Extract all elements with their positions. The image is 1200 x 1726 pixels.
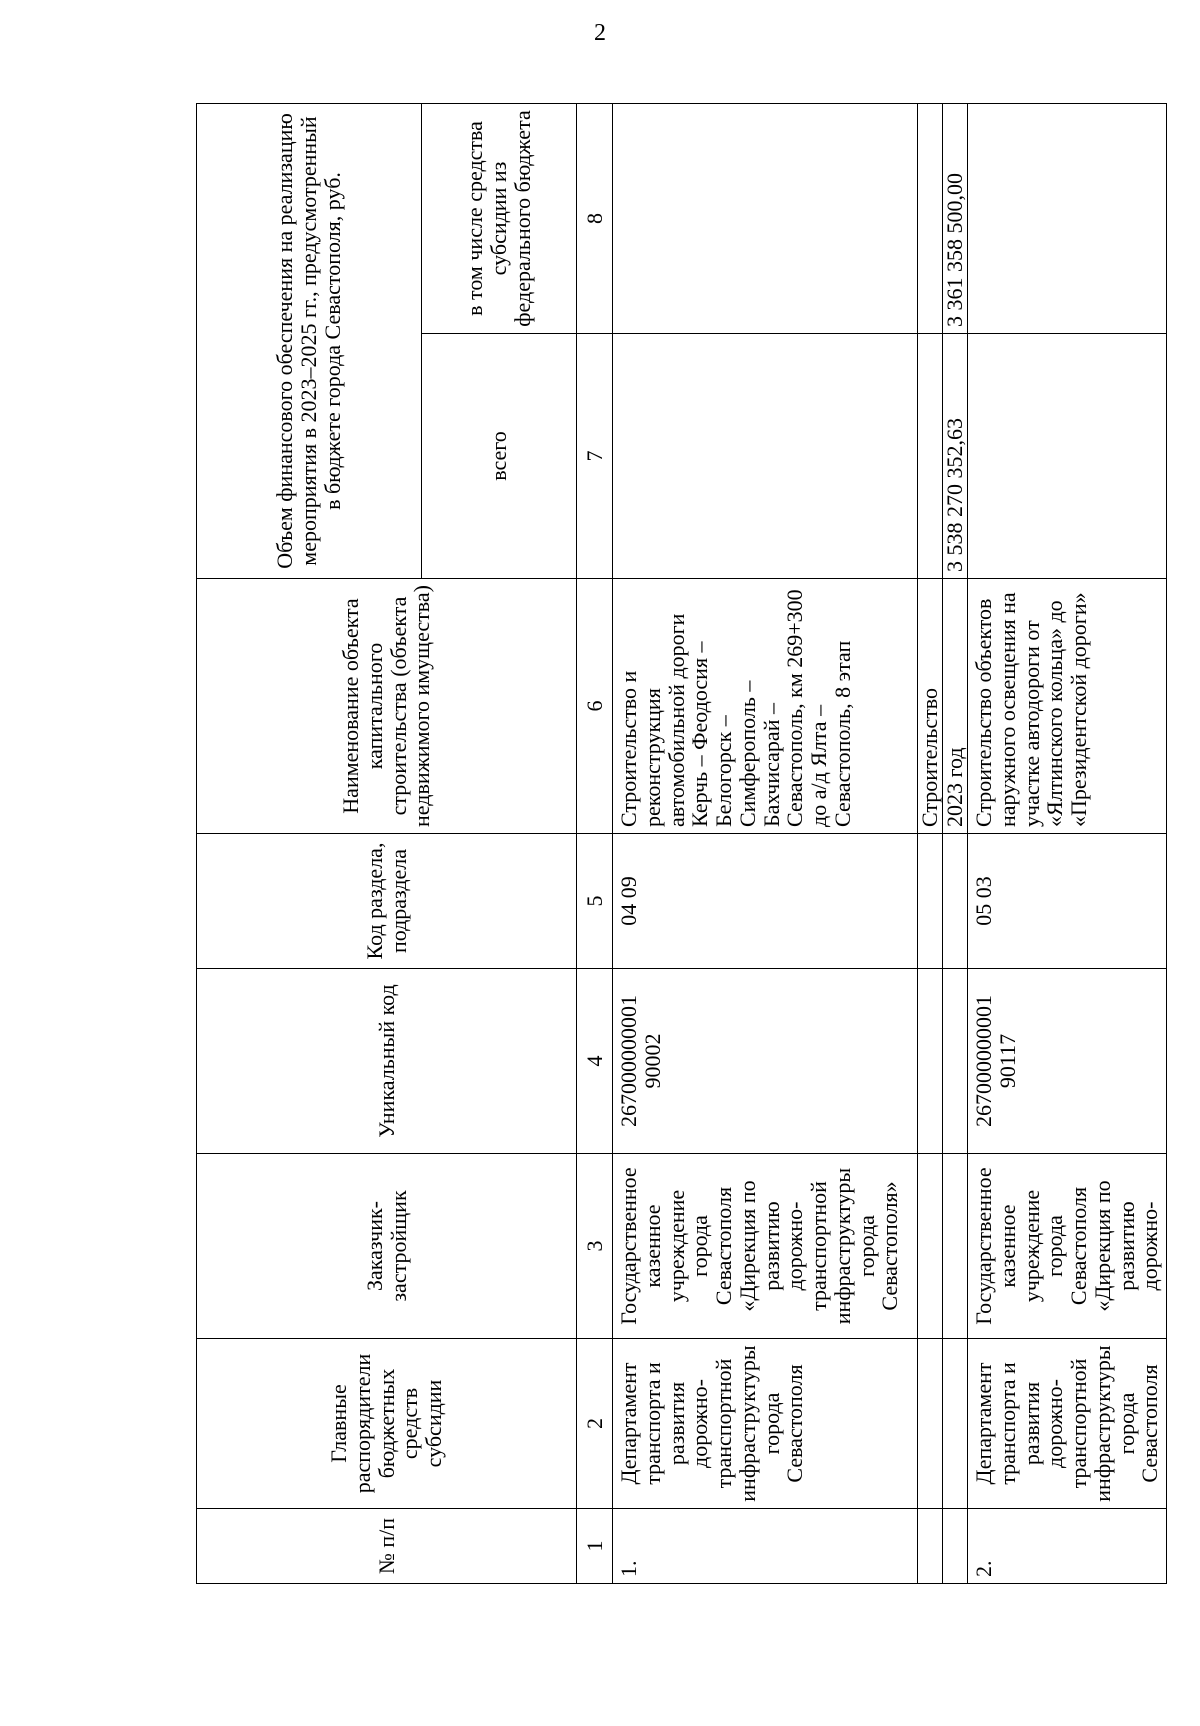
subrow-year-label: 2023 год [943,579,968,834]
empty-cell [918,103,943,333]
row-object-name: Строительство объектов наружного освещения на участке автодороги от «Ялтинского кольца» до «Президентской дороги» [968,579,1167,834]
column-number: 6 [577,579,613,834]
row-section-code: 04 09 [613,834,918,969]
empty-cell [968,103,1167,333]
row-unique-code: 267000000001 90002 [613,969,918,1154]
row-section-code: 05 03 [968,834,1167,969]
empty-cell [943,969,968,1154]
header-funding-volume: Объем финансового обеспечения на реализацию мероприятия в 2023–2025 гг., предусмотренный в бюджете города Севастополя, руб. [197,103,422,578]
funding-table [196,103,1167,1584]
column-number: 3 [577,1154,613,1339]
empty-cell [943,1509,968,1584]
empty-cell [918,834,943,969]
header-federal: в том числе средства субсидии из федерального бюджета [422,103,577,333]
header-section-code: Код раздела, подраздела [197,834,577,969]
row-federal-empty [613,103,918,333]
header-distributor: Главные распорядители бюджетных средств субсидии [197,1339,577,1509]
row-federal-value: 3 361 358 500,00 [943,103,968,333]
empty-cell [943,834,968,969]
row-distributor: Департамент транспорта и развития дорожно-транспортной инфраструктуры города Севастополя [613,1339,918,1509]
row-distributor: Департамент транспорта и развития дорожно-транспортной инфраструктуры города Севастополя [968,1339,1167,1509]
empty-cell [968,334,1167,579]
row-num: 1. [613,1509,918,1584]
column-number: 7 [577,334,613,579]
header-developer: Заказчик-застройщик [197,1154,577,1339]
header-object-name: Наименование объекта капитального строительства (объекта недвижимого имущества) [197,579,577,834]
column-number: 4 [577,969,613,1154]
table-subrow [943,103,968,1583]
table-row [968,103,1167,1583]
row-total-empty [613,334,918,579]
header-unique-code: Уникальный код [197,969,577,1154]
rotated-table-container [196,104,1163,1584]
empty-cell [918,1154,943,1339]
header-num: № п/п [197,1509,577,1584]
row-num: 2. [968,1509,1167,1584]
row-total-value: 3 538 270 352,63 [943,334,968,579]
empty-cell [918,334,943,579]
empty-cell [918,1339,943,1509]
table-row [613,103,918,1583]
column-numbers-row [577,103,613,1583]
empty-cell [918,1509,943,1584]
page-number: 2 [594,20,606,46]
empty-cell [943,1154,968,1339]
row-unique-code: 267000000001 90117 [968,969,1167,1154]
column-number: 1 [577,1509,613,1584]
row-developer: Государственное казенное учреждение города Севастополя «Дирекция по развитию дорожно- [968,1154,1167,1339]
row-developer: Государственное казенное учреждение города Севастополя «Дирекция по развитию дорожно-транспортной инфраструктуры города Севастополя» [613,1154,918,1339]
table-subrow [918,103,943,1583]
column-number: 2 [577,1339,613,1509]
column-number: 8 [577,103,613,333]
empty-cell [943,1339,968,1509]
column-number: 5 [577,834,613,969]
empty-cell [918,969,943,1154]
header-total: всего [422,334,577,579]
subrow-construction-label: Строительство [918,579,943,834]
row-object-name: Строительство и реконструкция автомобильной дороги Керчь – Феодосия – Белогорск – Симферополь – Бахчисарай – Севастополь, км 269+300 до а/д Ялта – Севастополь, 8 этап [613,579,918,834]
